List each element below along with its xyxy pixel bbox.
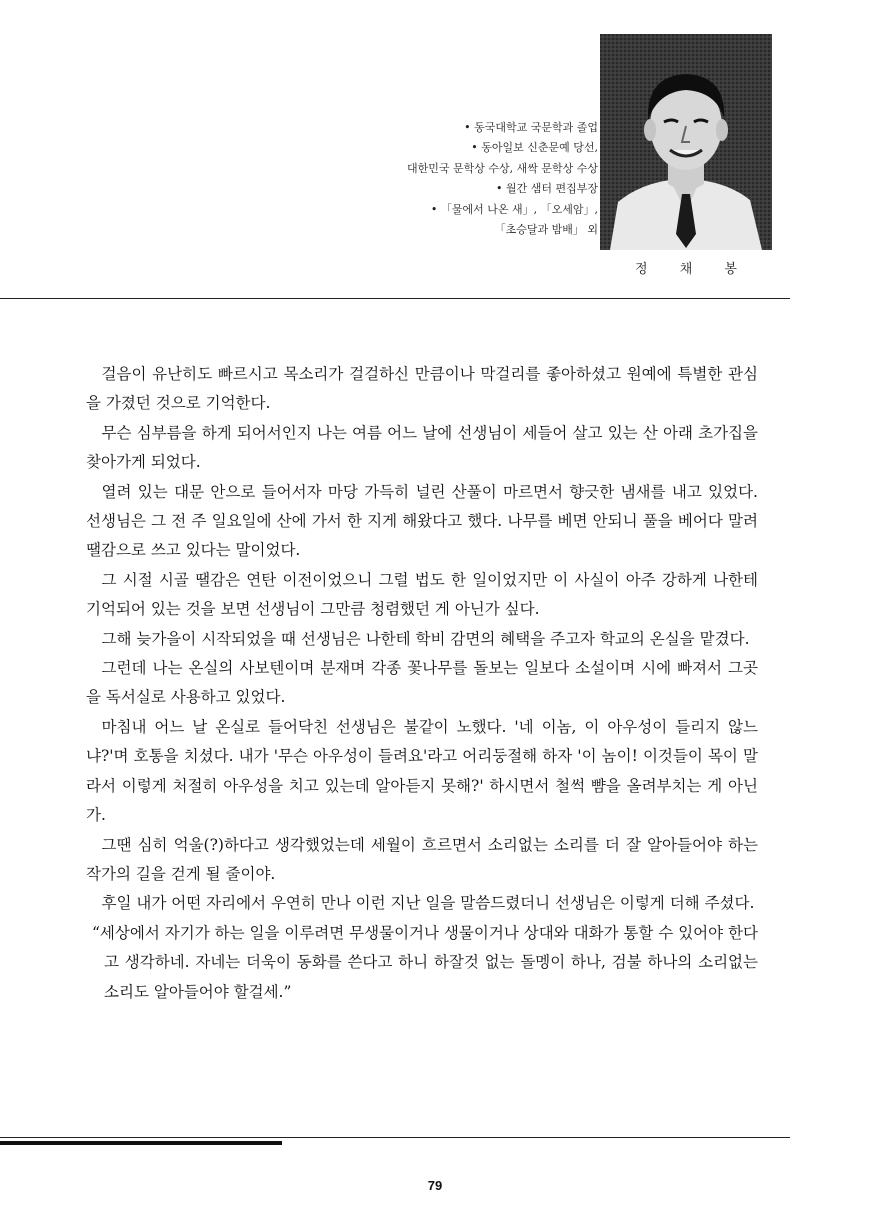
author-portrait-image	[600, 34, 772, 250]
header-divider	[0, 298, 790, 299]
footer-divider	[0, 1137, 790, 1138]
paragraph: 후일 내가 어떤 자리에서 우연히 만나 이런 지난 일을 말씀드렸더니 선생님은 이렇게 더해 주셨다.	[101, 894, 755, 913]
bio-line: • 동아일보 신춘문예 당선,	[471, 141, 598, 155]
quote-paragraph: “세상에서 자기가 하는 일을 이루려면 무생물이거나 생물이거나 상대와 대화가 통할 수 있어야 한다고 생각하네. 자네는 더욱이 동화를 쓴다고 하니 하잘것 없는 돌멩이 하나, 검불 하나의 소리없는 소리도 알아들어야 할걸세.”	[92, 923, 758, 1001]
author-bio	[178, 118, 598, 240]
paragraph: 마침내 어느 날 온실로 들어닥친 선생님은 불같이 노했다. '네 이놈, 이 아우성이 들리지 않느냐?'며 호통을 치셨다. 내가 '무슨 아우성이 들려요'라고 어리둥절해 하자 '이 놈이! 이것들이 목이 말라서 이렇게 처절히 아우성을 치고 있는데 알아듣지 못해?' 하시면서 철썩 뺨을 올려부치는 게 아닌가.	[86, 717, 758, 825]
author-name: 정 채 봉	[635, 262, 751, 277]
paragraph: 그 시절 시골 땔감은 연탄 이전이었으니 그럴 법도 한 일이었지만 이 사실이 아주 강하게 나한테 기억되어 있는 것을 보면 선생님이 그만큼 청렴했던 게 아닌가 싶다.	[86, 570, 758, 619]
article-body	[86, 360, 758, 1007]
paragraph: 열려 있는 대문 안으로 들어서자 마당 가득히 널린 산풀이 마르면서 향긋한 냄새를 내고 있었다. 선생님은 그 전 주 일요일에 산에 가서 한 지게 해왔다고 했다. 나무를 베면 안되니 풀을 베어다 말려 땔감으로 쓰고 있다는 말이었다.	[86, 482, 758, 560]
paragraph: 무슨 심부름을 하게 되어서인지 나는 여름 어느 날에 선생님이 세들어 살고 있는 산 아래 초가집을 찾아가게 되었다.	[86, 423, 758, 472]
page-number: 79	[427, 1178, 443, 1193]
paragraph: 그런데 나는 온실의 사보텐이며 분재며 각종 꽃나무를 돌보는 일보다 소설이며 시에 빠져서 그곳을 독서실로 사용하고 있었다.	[86, 659, 758, 707]
bio-line: • 동국대학교 국문학과 졸업	[464, 121, 598, 134]
bio-line: 대한민국 문학상 수상, 새싹 문학상 수상	[407, 161, 598, 175]
author-photo	[600, 34, 772, 250]
footer-divider-bold	[0, 1141, 282, 1145]
bio-line: • 「물에서 나온 새」, 「오세암」,	[430, 202, 598, 216]
bio-line: • 월간 샘터 편집부장	[496, 182, 598, 196]
paragraph: 걸음이 유난히도 빠르시고 목소리가 걸걸하신 만큼이나 막걸리를 좋아하셨고 원예에 특별한 관심을 가졌던 것으로 기억한다.	[86, 365, 758, 413]
paragraph: 그땐 심히 억울(?)하다고 생각했었는데 세월이 흐르면서 소리없는 소리를 더 잘 알아들어야 하는 작가의 길을 걷게 될 줄이야.	[86, 835, 758, 883]
bio-line: 「초승달과 밤배」 외	[494, 223, 598, 237]
paragraph: 그해 늦가을이 시작되었을 때 선생님은 나한테 학비 감면의 혜택을 주고자 학교의 온실을 맡겼다.	[101, 629, 750, 648]
